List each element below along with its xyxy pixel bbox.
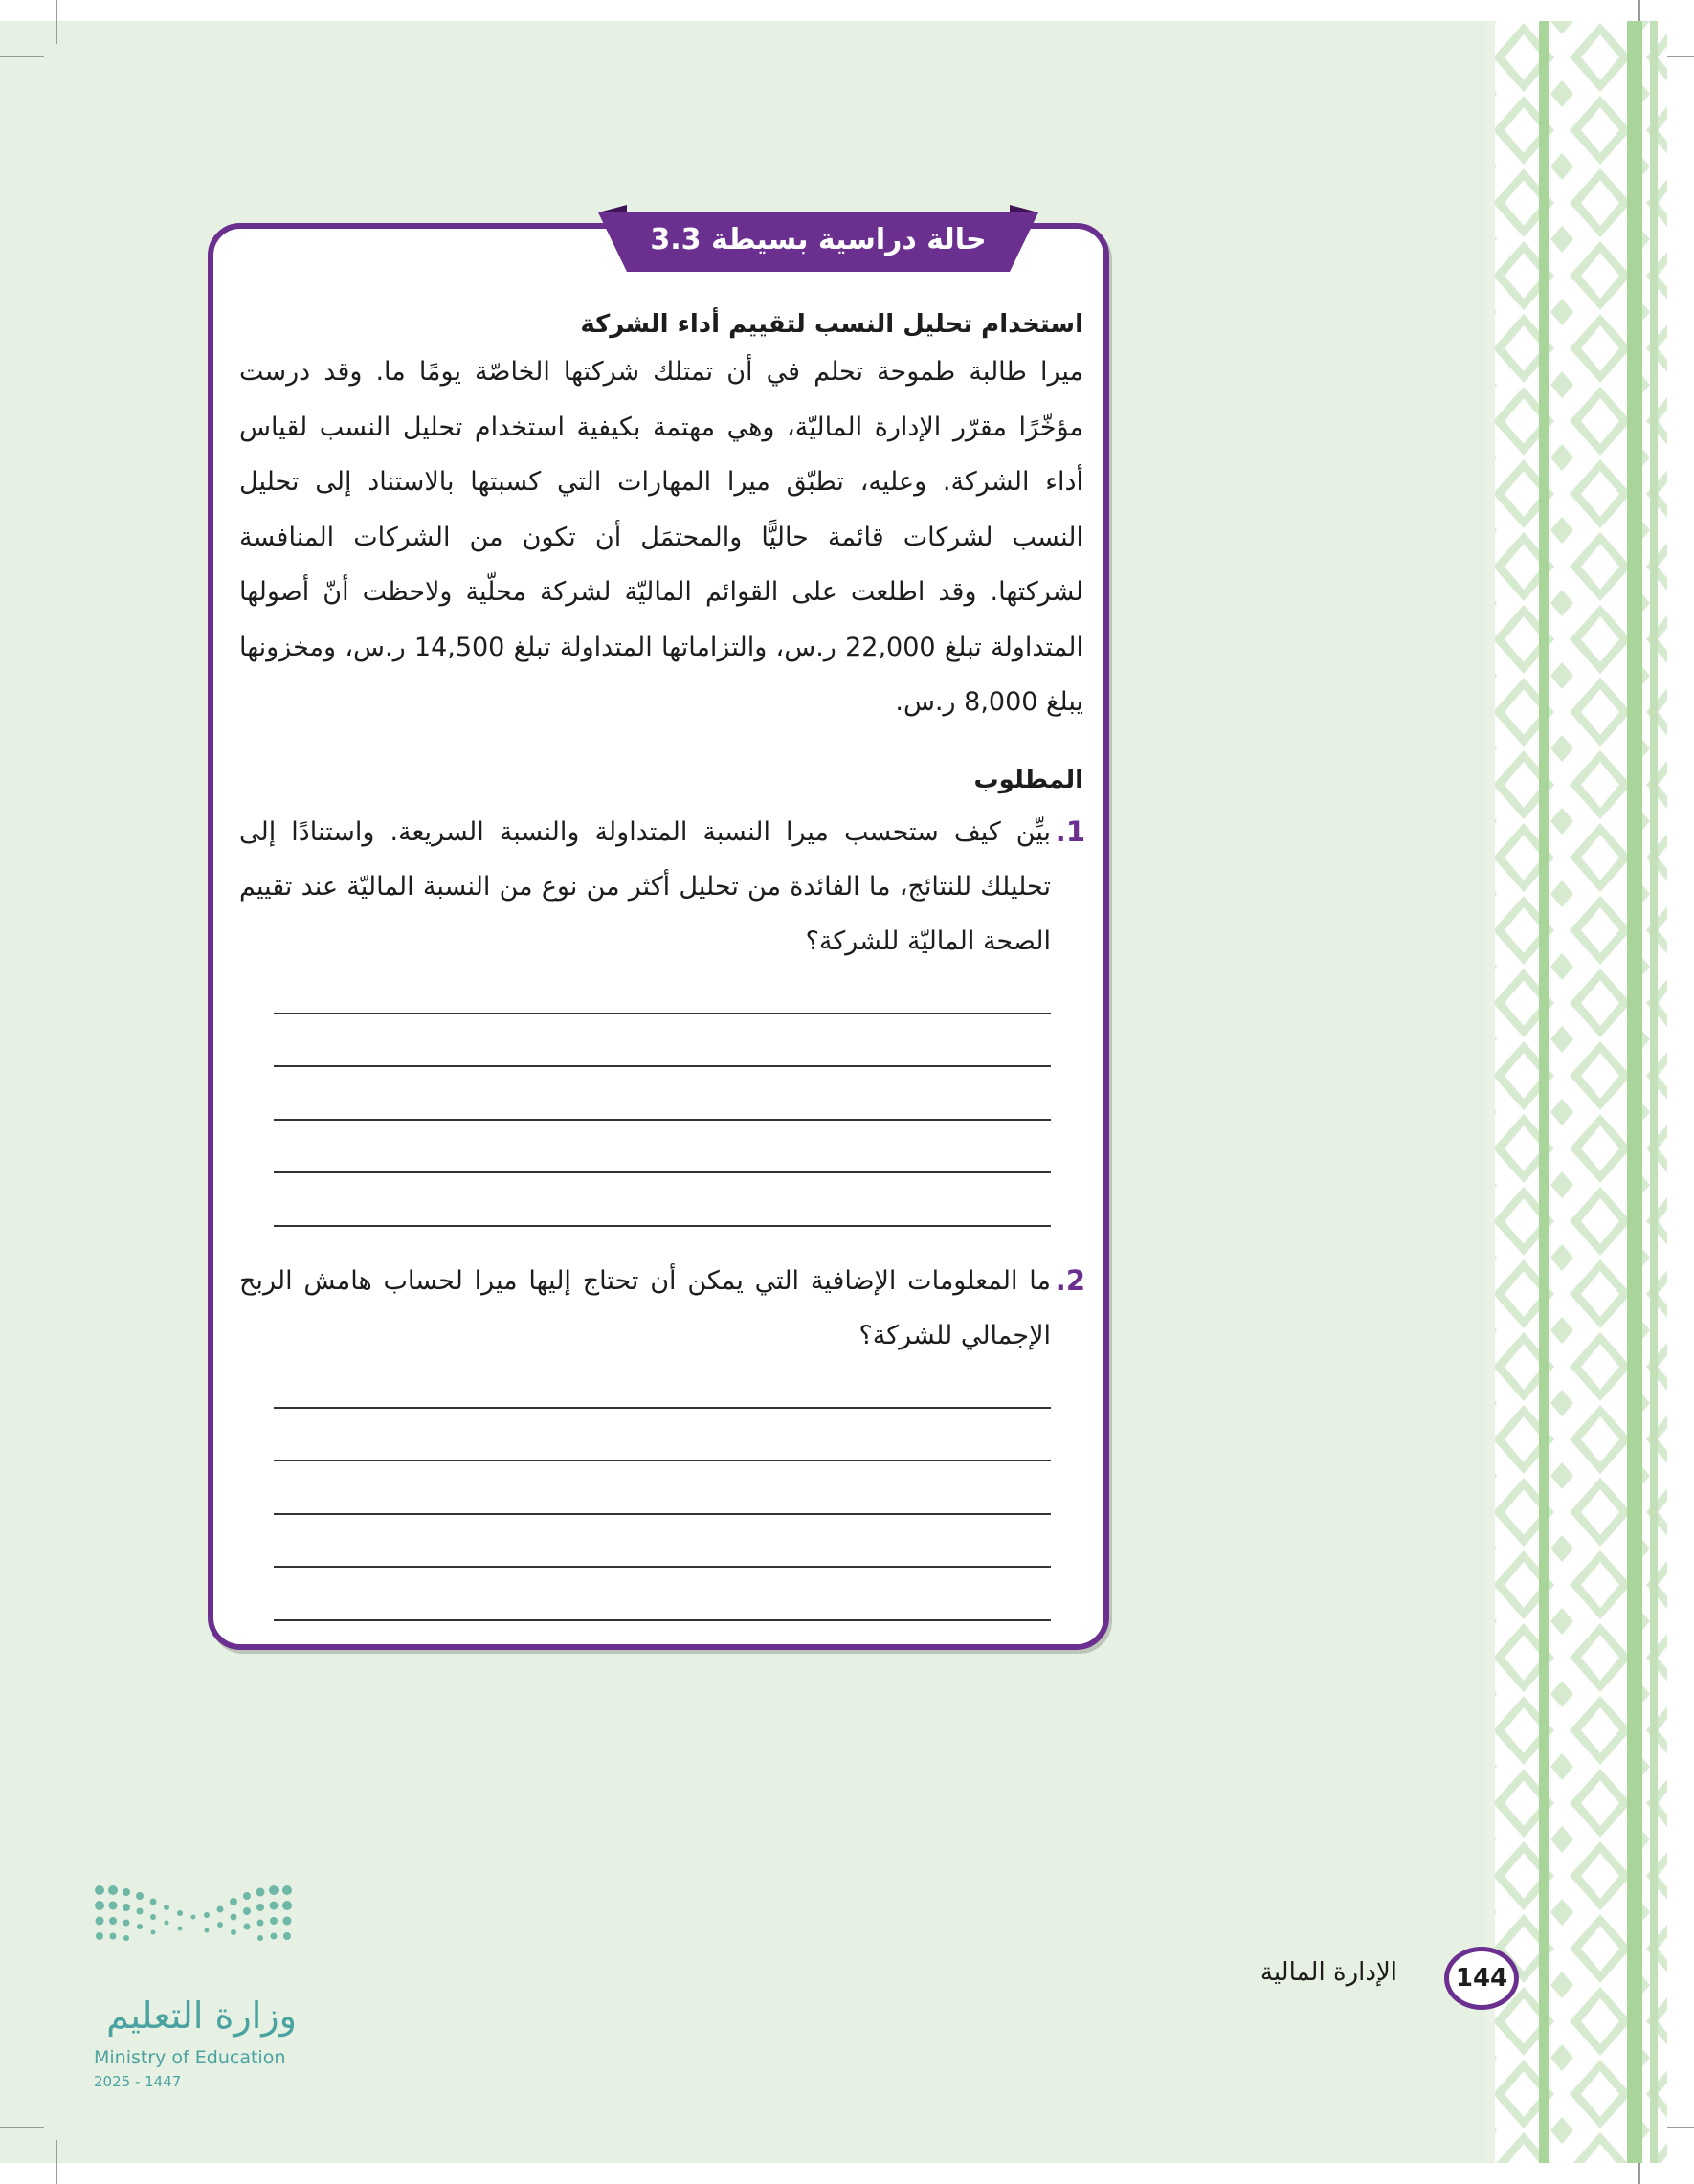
required-heading: المطلوب: [973, 765, 1083, 794]
badge-label: حالة دراسية بسيطة 3.3: [650, 222, 987, 256]
case-study-badge: [598, 205, 1038, 274]
answer-line[interactable]: [274, 1515, 1051, 1569]
decorative-side-strip: [1485, 21, 1667, 2163]
question-text: ما المعلومات الإضافية التي يمكن أن تحتاج إليها ميرا لحساب هامش الربح الإجمالي للشركة؟: [239, 1265, 1051, 1350]
answer-line[interactable]: [274, 969, 1051, 1014]
book-title: الإدارة المالية: [1259, 1958, 1397, 1987]
answer-lines-1: [274, 969, 1051, 1227]
case-study-heading: استخدام تحليل النسب لتقييم أداء الشركة: [580, 310, 1083, 339]
case-study-paragraph: ميرا طالبة طموحة تحلم في أن تمتلك شركتها الخاصّة يومًا ما. وقد درست مؤخّرًا مقرّر الإدارة الماليّة، وهي مهتمة بكيفية استخدام تحليل النسب لقياس أداء الشركة. وعليه، تطبّق ميرا المهارات التي كسبتها بالاستناد إلى تحليل النسب لشركات قائمة حاليًّا والمحتمَل أن تكون من الشركات المنافسة لشركتها. وقد اطلعت على القوائم الماليّة لشركة محلّية ولاحظت أنّ أصولها المتداولة تبلغ 22,000 ر.س، والتزاماتها المتداولة تبلغ 14,500 ر.س، ومخزونها يبلغ 8,000 ر.س.: [239, 357, 1083, 717]
answer-line[interactable]: [274, 1363, 1051, 1409]
case-study-content: [239, 306, 1083, 1621]
ministry-name-english: Ministry of Education: [94, 2047, 286, 2068]
answer-line[interactable]: [274, 1173, 1051, 1227]
answer-line[interactable]: [274, 1014, 1051, 1068]
question-2: [239, 1254, 1083, 1363]
answer-line[interactable]: [274, 1409, 1051, 1462]
ministry-logo-dots-icon: [92, 1881, 302, 1976]
question-number: 1.: [1055, 814, 1085, 848]
ministry-year: 2025 - 1447: [94, 2073, 182, 2090]
question-text: بيِّن كيف ستحسب ميرا النسبة المتداولة والنسبة السريعة. واستنادًا إلى تحليلك للنتائج، ما الفائدة من تحليل أكثر من نوع من النسبة الماليّة عند تقييم الصحة الماليّة للشركة؟: [239, 816, 1051, 956]
ministry-name-arabic: وزارة التعليم: [106, 1995, 297, 2037]
crop-mark: [0, 56, 44, 57]
question-1: [239, 805, 1083, 969]
page-number: 144: [1444, 1947, 1519, 2010]
question-number: 2.: [1055, 1263, 1085, 1297]
answer-line[interactable]: [274, 1568, 1051, 1621]
crop-mark: [56, 2140, 57, 2184]
crop-mark: [56, 0, 57, 44]
answer-line[interactable]: [274, 1067, 1051, 1121]
answer-line[interactable]: [274, 1121, 1051, 1174]
answer-line[interactable]: [274, 1461, 1051, 1515]
answer-lines-2: [274, 1363, 1051, 1621]
crop-mark: [0, 2127, 44, 2128]
